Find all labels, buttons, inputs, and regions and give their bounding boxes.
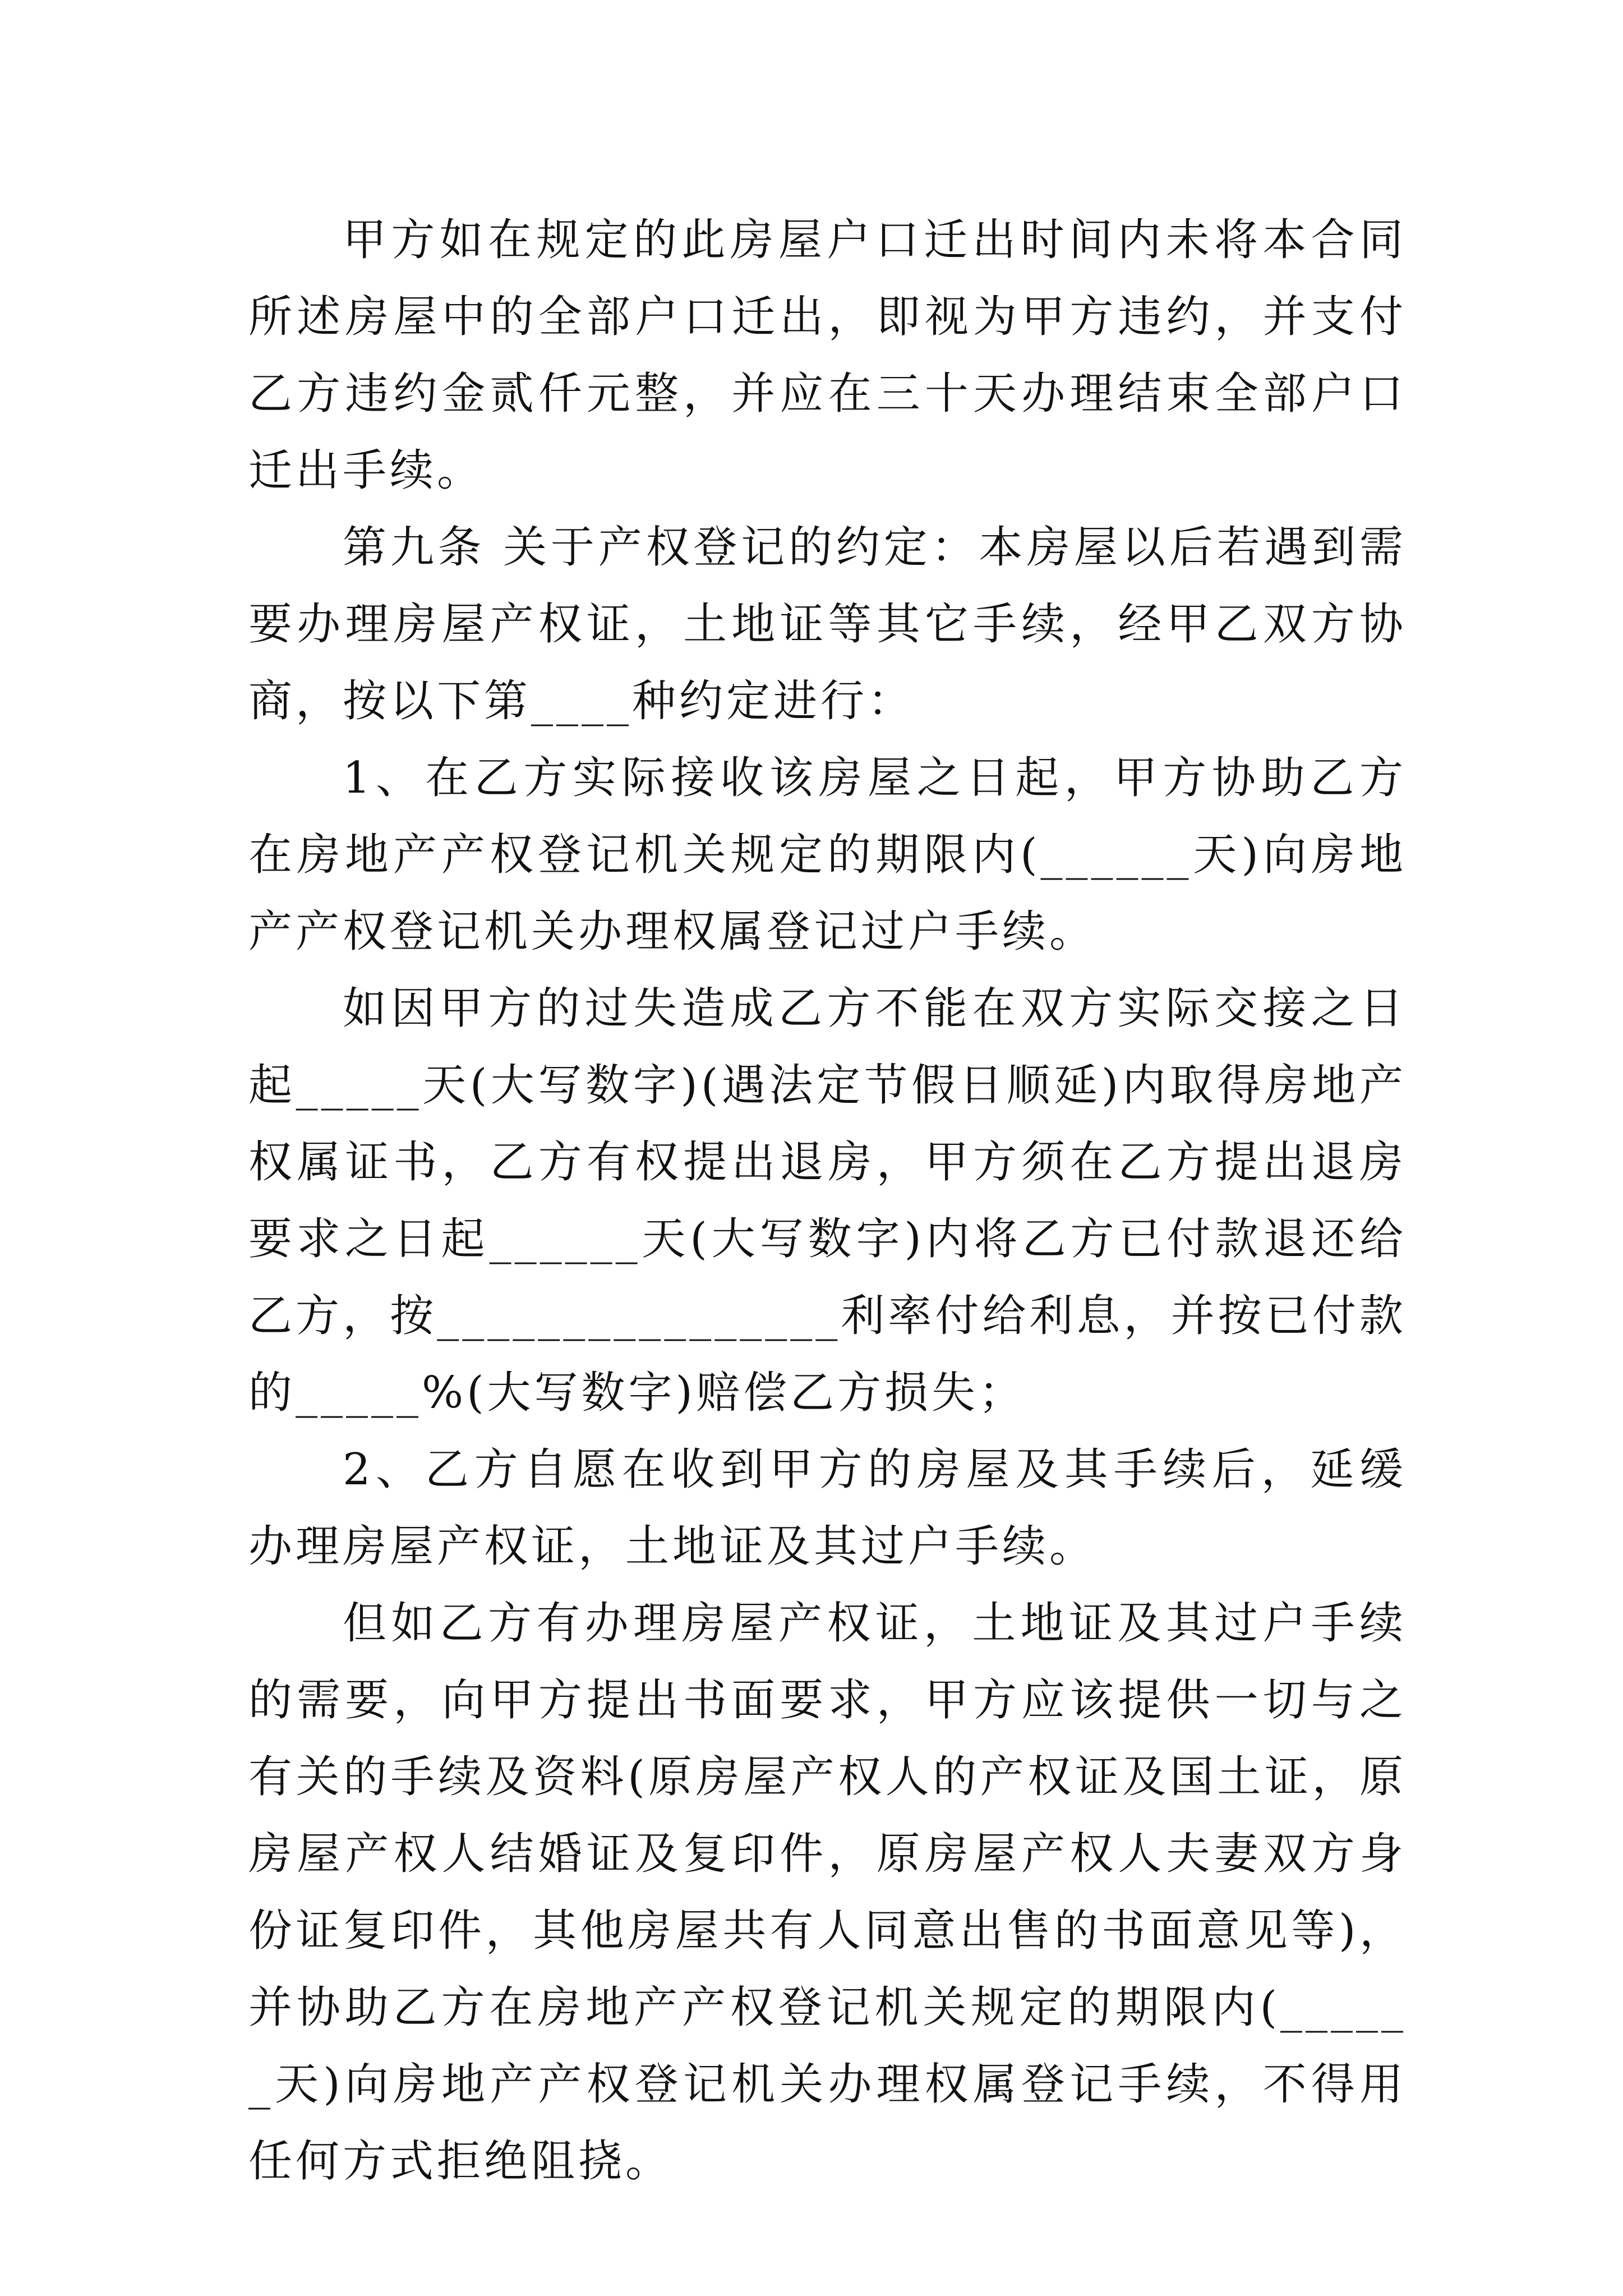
contract-body	[248, 202, 1407, 2200]
paragraph-article-nine-title: 第九条 关于产权登记的约定：本房屋以后若遇到需要办理房屋产权证，土地证等其它手续，经甲乙双方协商，按以下第____种约定进行：	[248, 522, 1407, 726]
paragraph-option-one: 1、在乙方实际接收该房屋之日起，甲方协助乙方在房地产产权登记机关规定的期限内(______天)向房地产产权登记机关办理权属登记过户手续。	[248, 753, 1407, 957]
paragraph-seller-fault-refund: 如因甲方的过失造成乙方不能在双方实际交接之日起_____天(大写数字)(遇法定节假日顺延)内取得房地产权属证书，乙方有权提出退房，甲方须在乙方提出退房要求之日起______天(大写数字)内将乙方已付款退还给乙方，按________________利率付给利息，并按已付款的_____%(大写数字)赔偿乙方损失；	[248, 983, 1407, 1418]
paragraph-household-registration-penalty: 甲方如在规定的此房屋户口迁出时间内未将本合同所述房屋中的全部户口迁出，即视为甲方违约，并支付乙方违约金贰仟元整，并应在三十天办理结束全部户口迁出手续。	[248, 215, 1407, 496]
paragraph-buyer-request-procedures: 但如乙方有办理房屋产权证，土地证及其过户手续的需要，向甲方提出书面要求，甲方应该提供一切与之有关的手续及资料(原房屋产权人的产权证及国土证，原房屋产权人结婚证及复印件，原房屋产权人夫妻双方身份证复印件，其他房屋共有人同意出售的书面意见等)，并协助乙方在房地产产权登记机关规定的期限内(______天)向房地产产权登记机关办理权属登记手续，不得用任何方式拒绝阻挠。	[248, 1598, 1407, 2187]
paragraph-option-two: 2、乙方自愿在收到甲方的房屋及其手续后，延缓办理房屋产权证，土地证及其过户手续。	[248, 1444, 1407, 1572]
